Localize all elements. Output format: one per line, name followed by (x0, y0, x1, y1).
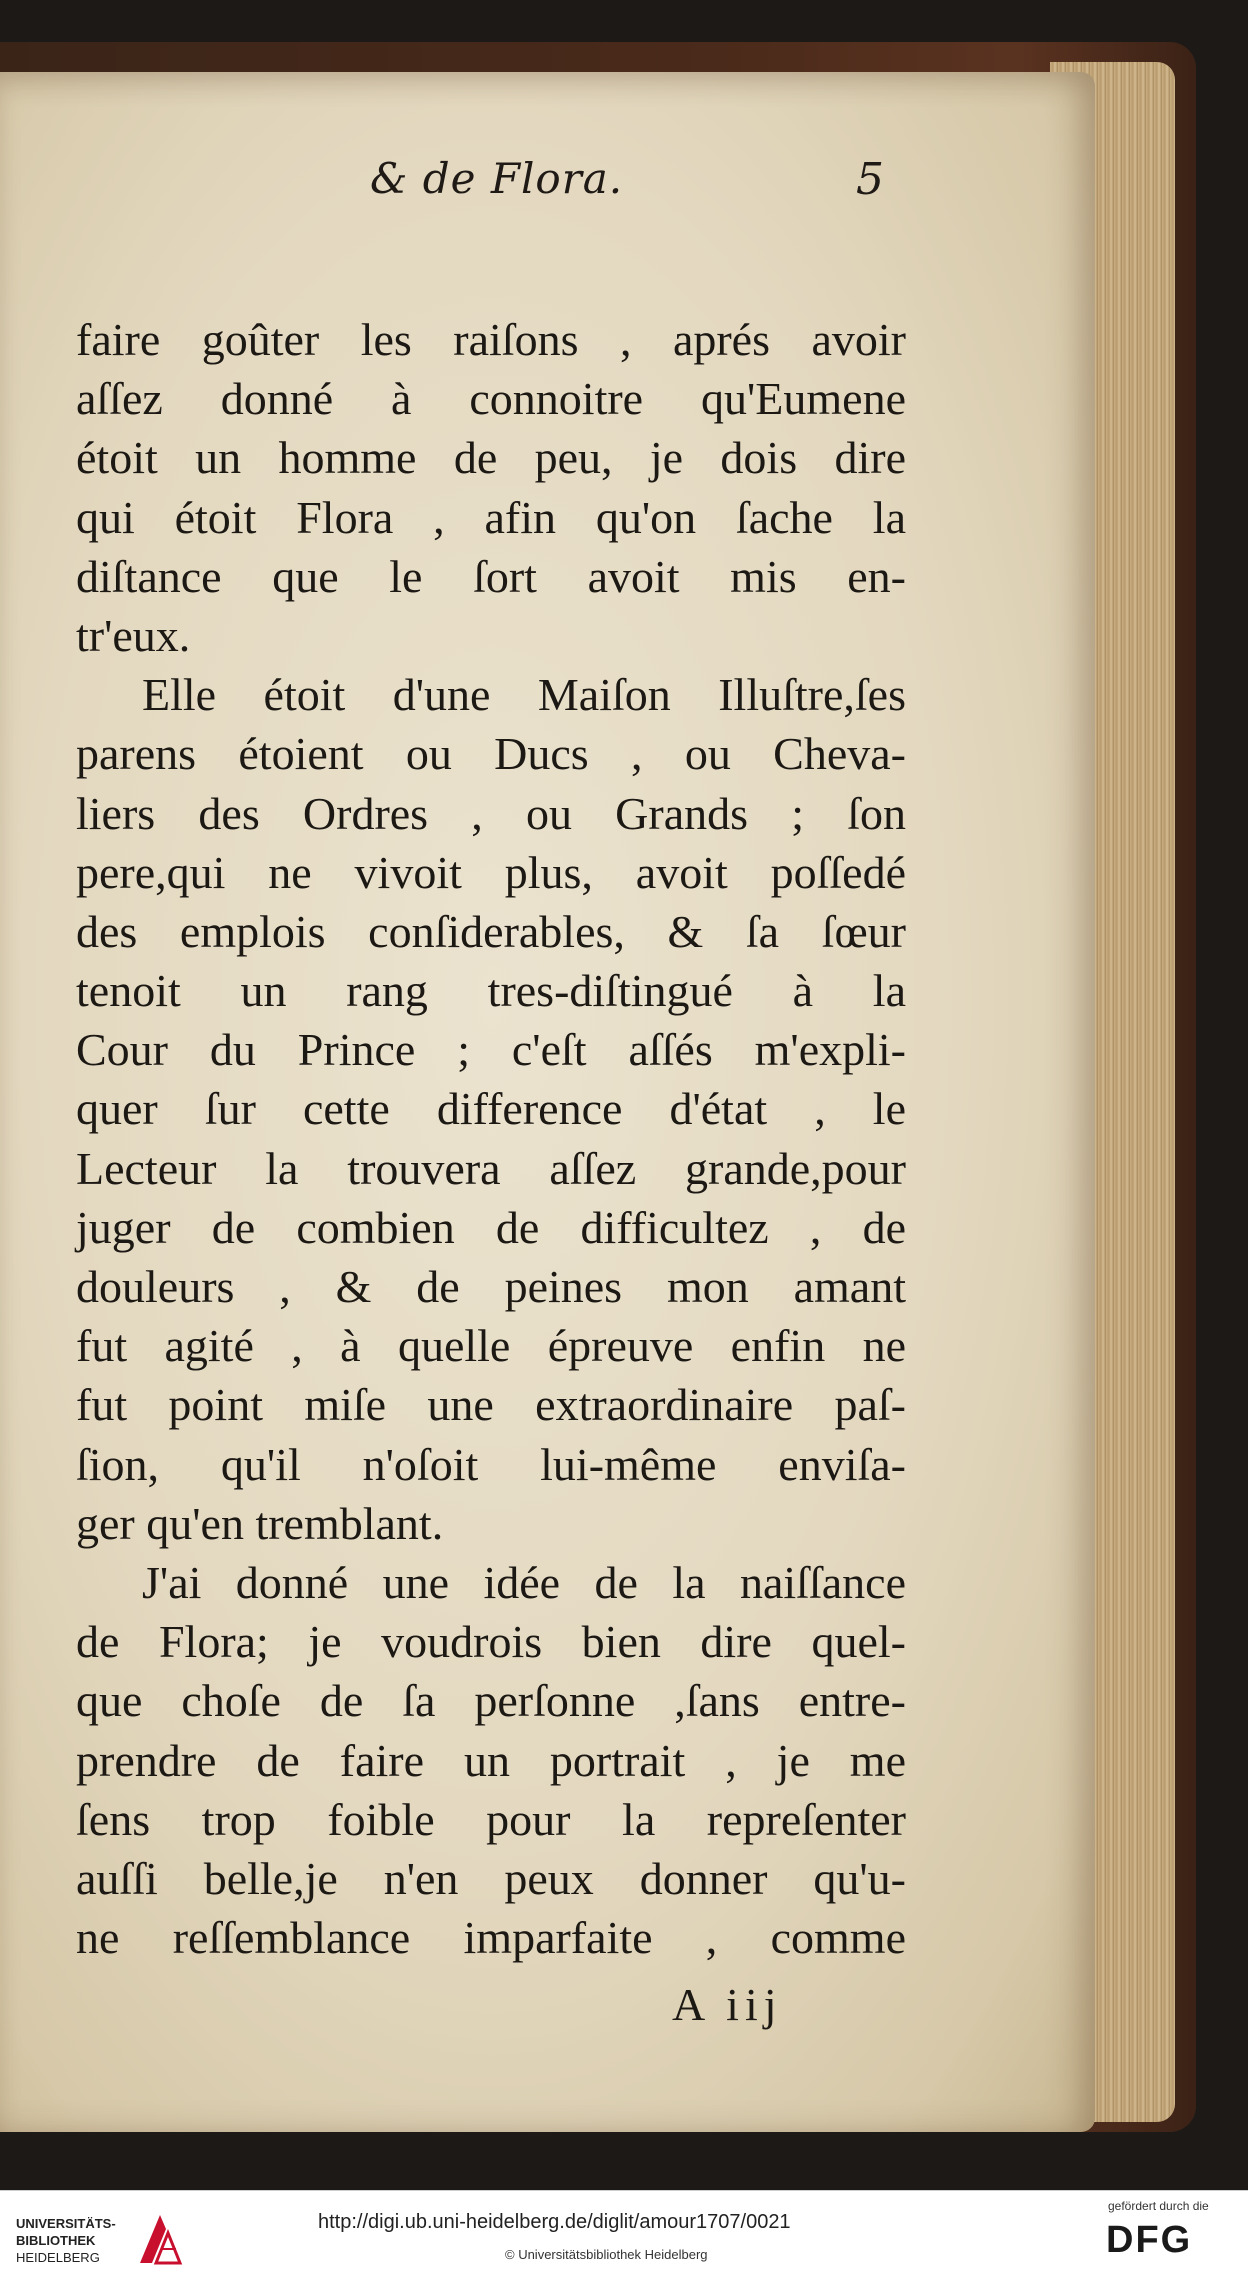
text-line: fut agité , à quelle épreuve enfin ne (76, 1320, 906, 1372)
text-line: quer ſur cette difference d'état , le (76, 1083, 906, 1135)
page-number: 5 (856, 154, 884, 205)
dfg-logo: DFG (1106, 2219, 1193, 2261)
text-line: Lecteur la trouvera aſſez grande,pour (76, 1142, 906, 1194)
text-line: aſſez donné à connoitre qu'Eumene (76, 373, 906, 425)
text-line: tenoit un rang tres-diſtingué à la (76, 965, 906, 1017)
text-line: juger de combien de difficultez , de (76, 1201, 906, 1253)
library-name-line: UNIVERSITÄTS- (16, 2216, 116, 2231)
text-line: auſſi belle,je n'en peux donner qu'u- (76, 1852, 906, 1904)
text-line: faire goûter les raiſons , aprés avoir (76, 314, 906, 365)
text-line: de Flora; je voudrois bien dire quel- (76, 1616, 906, 1668)
text-line: pere,qui ne vivoit plus, avoit poſſedé (76, 846, 906, 898)
text-line: Elle étoit d'une Maiſon Illuſtre,ſes (142, 669, 906, 721)
text-line: liers des Ordres , ou Grands ; ſon (76, 787, 906, 839)
text-line: prendre de faire un portrait , je me (76, 1734, 906, 1786)
text-line: ger qu'en tremblant. (76, 1497, 444, 1549)
library-name (16, 2215, 116, 2266)
text-line: Cour du Prince ; c'eſt aſſés m'expli- (76, 1024, 906, 1076)
funding-notice[interactable] (1100, 2199, 1240, 2279)
text-line: parens étoient ou Ducs , ou Cheva- (76, 728, 906, 780)
page-text (76, 310, 906, 1967)
text-line: ne reſſemblance imparfaite , comme (76, 1912, 906, 1964)
text-line: ſion, qu'il n'oſoit lui-même enviſa- (76, 1438, 906, 1490)
text-line: tr'eux. (76, 609, 191, 661)
text-line: qui étoit Flora , afin qu'on ſache la (76, 491, 906, 543)
university-library-logo[interactable] (16, 2209, 186, 2269)
text-line: étoit un homme de peu, je dois dire (76, 432, 906, 484)
copyright-notice: © Universitätsbibliothek Heidelberg (505, 2247, 708, 2262)
text-line: J'ai donné une idée de la naiſſance (142, 1556, 906, 1608)
text-line: que choſe de ſa perſonne ,ſans entre- (76, 1675, 906, 1727)
signature-mark: A iij (672, 1979, 783, 2030)
library-emblem-icon (136, 2211, 184, 2267)
text-line: fut point miſe une extraordinaire paſ- (76, 1379, 906, 1431)
text-line: ſens trop foible pour la repreſenter (76, 1793, 906, 1845)
library-name-line: HEIDELBERG (16, 2250, 100, 2265)
viewer-footer (0, 2190, 1248, 2282)
permalink-url[interactable]: http://digi.ub.uni-heidelberg.de/diglit/amour1707/0021 (318, 2211, 791, 2233)
text-line: douleurs , & de peines mon amant (76, 1261, 906, 1312)
library-name-line: BIBLIOTHEK (16, 2233, 96, 2248)
book-page (0, 72, 1095, 2132)
text-line: des emplois conſiderables, & ſa ſœur (76, 905, 906, 957)
text-line: diſtance que le ſort avoit mis en- (76, 550, 906, 602)
funding-label: gefördert durch die (1108, 2199, 1209, 2213)
running-head: & de Flora. (370, 154, 624, 203)
